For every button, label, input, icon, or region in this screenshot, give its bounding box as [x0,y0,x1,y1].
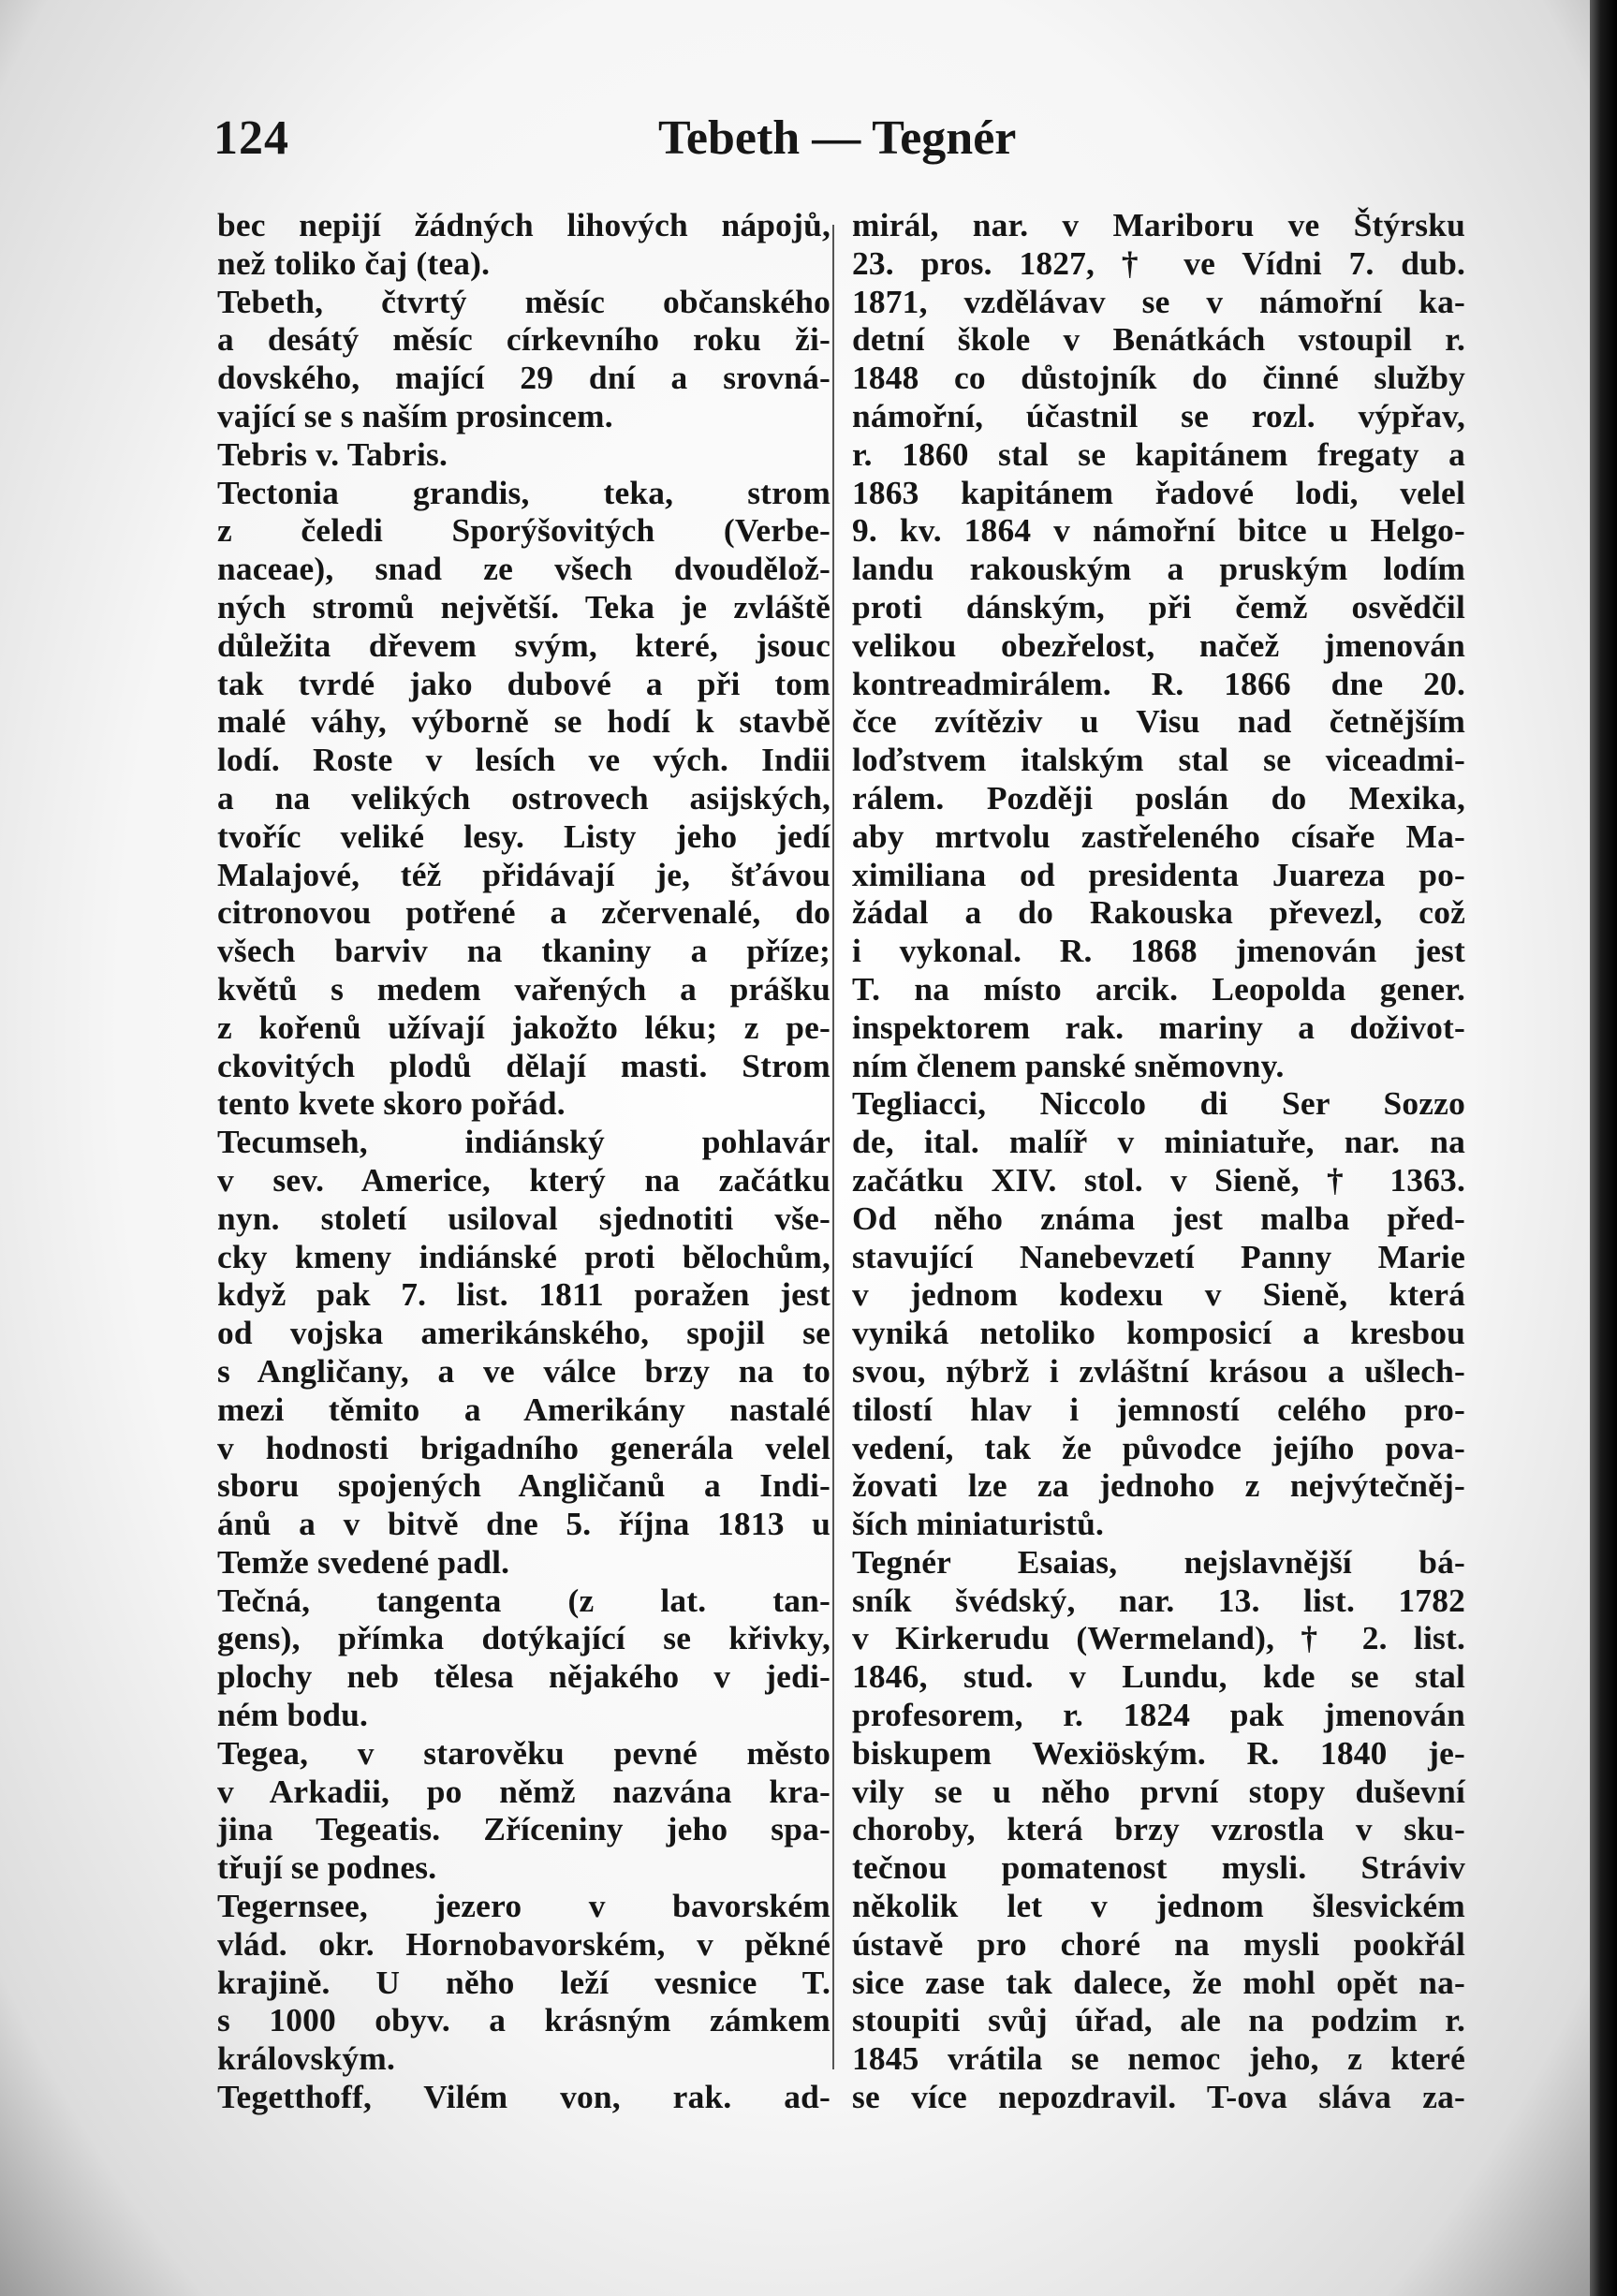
text-line: inspektorem rak. mariny a doživot- [852,1008,1465,1046]
text-line: tento kvete skoro pořád. [217,1084,566,1123]
text-line: než toliko čaj (tea). [217,243,491,282]
text-line: citronovou potřené a zčervenalé, do [217,893,831,932]
text-line: T. na místo arcik. Leopolda gener. [852,969,1465,1008]
text-line: vily se u něho první stopy duševní [852,1772,1465,1810]
text-line: když pak 7. list. 1811 poražen jest [217,1275,831,1314]
text-line: mezi těmito a Amerikány nastalé [217,1390,831,1428]
text-line: čce zvítěziv u Visu nad četnějším [852,702,1465,741]
text-line: ckovitých plodů dělají masti. Strom [217,1046,831,1084]
text-line: od vojska amerikánského, spojil se [217,1314,831,1352]
text-line: nyn. století usiloval sjednotiti vše- [217,1199,831,1237]
text-line: ných stromů největší. Teka je zvláště [217,587,831,626]
text-line: se více nepozdravil. T-ova sláva za- [852,2078,1465,2116]
text-line: r. 1860 stal se kapitánem fregaty a [852,434,1465,473]
text-line: s 1000 obyv. a krásným zámkem [217,2001,831,2039]
text-line: vedení, tak že původce jejího pova- [852,1428,1465,1466]
text-line: několik let v jednom šlesvickém [852,1887,1465,1925]
text-line: cky kmeny indiánské proti bělochům, [217,1237,831,1275]
text-line: sník švédský, nar. 13. list. 1782 [852,1581,1465,1619]
text-line: všech barviv na tkaniny a příze; [217,932,831,970]
entry-tegetthoff: Tegetthoff, Vilém von, rak. ad- [217,2078,831,2116]
text-line: sboru spojených Angličanů a Indi- [217,1466,831,1505]
text-line: lodí. Roste v lesích ve vých. Indii [217,741,831,779]
text-line: velikou obezřelost, načež jmenován [852,626,1465,664]
text-line: a desátý měsíc církevního roku ži- [217,320,831,359]
text-line: v Kirkerudu (Wermeland), † 2. list. [852,1619,1465,1657]
text-line: Malajové, též přidávají je, šťávou [217,855,831,893]
text-line: aby mrtvolu zastřeleného císaře Ma- [852,817,1465,855]
text-line: námořní, účastnil se rozl. výpřav, [852,396,1465,434]
text-line: biskupem Wexiöským. R. 1840 je- [852,1733,1465,1772]
header-title: Tebeth — Tegnér [658,111,1017,165]
text-line: královským. [217,2039,395,2078]
entry-tegner: Tegnér Esaias, nejslavnější bá- [852,1542,1465,1581]
entry-tecumseh: Tecumseh, indiánský pohlavár [217,1123,831,1161]
text-line: vyniká netoliko komposicí a kresbou [852,1314,1465,1352]
entry-tegliacci: Tegliacci, Niccolo di Ser Sozzo [852,1084,1465,1123]
text-line: 9. kv. 1864 v námořní bitce u Helgo- [852,511,1465,550]
text-line: sice zase tak dalece, že mohl opět na- [852,1963,1465,2001]
running-head [213,110,1449,176]
column-divider [832,225,834,2069]
text-line: rálem. Později poslán do Mexika, [852,778,1465,817]
text-line: naceae), snad ze všech dvoudělož- [217,550,831,588]
left-column [217,206,831,2116]
text-line: gens), přímka dotýkající se křivky, [217,1619,831,1657]
text-line: 1871, vzdělávav se v námořní ka- [852,282,1465,320]
page-number: 124 [213,111,289,165]
text-line: stoupiti svůj úřad, ale na podzim r. [852,2001,1465,2039]
text-line: Od něho známa jest malba před- [852,1199,1465,1237]
text-line: proti dánským, při čemž osvědčil [852,587,1465,626]
text-line: ústavě pro choré na mysli pookřál [852,1924,1465,1963]
text-line: tvoříc veliké lesy. Listy jeho jedí [217,817,831,855]
text-line: bec nepijí žádných lihových nápojů, [217,206,831,243]
text-line: choroby, která brzy vzrostla v sku- [852,1810,1465,1848]
text-line: v sev. Americe, který na začátku [217,1160,831,1199]
text-line: dovského, mající 29 dní a srovná- [217,359,831,397]
text-line: krajině. U něho leží vesnice T. [217,1963,831,2001]
text-line: 23. pros. 1827, † ve Vídni 7. dub. [852,243,1465,282]
text-line: 1848 co důstojník do činné služby [852,359,1465,397]
text-line: 1863 kapitánem řadové lodi, velel [852,473,1465,511]
text-line: tečnou pomatenost mysli. Stráviv [852,1848,1465,1887]
text-line: květů s medem vařených a prášku [217,969,831,1008]
right-column [852,206,1465,2116]
text-line: žovati lze za jednoho z nejvýtečněj- [852,1466,1465,1505]
text-line: z čeledi Sporýšovitých (Verbe- [217,511,831,550]
entry-tectonia: Tectonia grandis, teka, strom [217,473,831,511]
text-line: ném bodu. [217,1696,369,1734]
text-line: ších miniaturistů. [852,1505,1105,1543]
text-line: Temže svedené padl. [217,1542,510,1581]
text-line: 1845 vrátila se nemoc jeho, z které [852,2039,1465,2078]
text-line: ánů a v bitvě dne 5. října 1813 u [217,1505,831,1543]
text-line: v Arkadii, po němž nazvána kra- [217,1772,831,1810]
text-line: svou, nýbrž i zvláštní krásou a ušlech- [852,1351,1465,1390]
text-line: plochy neb tělesa nějakého v jedi- [217,1657,831,1696]
text-line: stavující Nanebevzetí Panny Marie [852,1237,1465,1275]
text-line: mirál, nar. v Mariboru ve Štýrsku [852,206,1465,243]
entry-tecna: Tečná, tangenta (z lat. tan- [217,1581,831,1619]
text-line: i vykonal. R. 1868 jmenován jest [852,932,1465,970]
text-line: s Angličany, a ve válce brzy na to [217,1351,831,1390]
text-line: v hodnosti brigadního generála velel [217,1428,831,1466]
text-line: třují se podnes. [217,1848,437,1887]
entry-tegernsee: Tegernsee, jezero v bavorském [217,1887,831,1925]
text-line: důležita dřevem svým, které, jsouc [217,626,831,664]
text-line: jina Tegeatis. Zříceniny jeho spa- [217,1810,831,1848]
text-line: tilostí hlav i jemností celého pro- [852,1390,1465,1428]
text-line: landu rakouským a pruským lodím [852,550,1465,588]
text-line: malé váhy, výborně se hodí k stavbě [217,702,831,741]
text-line: profesorem, r. 1824 pak jmenován [852,1696,1465,1734]
text-line: a na velikých ostrovech asijských, [217,778,831,817]
text-line: vlád. okr. Hornobavorském, v pěkné [217,1924,831,1963]
text-line: ximiliana od presidenta Juareza po- [852,855,1465,893]
entry-tegea: Tegea, v starověku pevné město [217,1733,831,1772]
text-line: z kořenů užívají jakožto léku; z pe- [217,1008,831,1046]
text-line: de, ital. malíř v miniatuře, nar. na [852,1123,1465,1161]
entry-tebeth: Tebeth, čtvrtý měsíc občanského [217,282,831,320]
text-line: ním členem panské sněmovny. [852,1046,1285,1084]
text-line: detní škole v Benátkách vstoupil r. [852,320,1465,359]
entry-tebris: Tebris v. Tabris. [217,434,448,473]
text-line: tak tvrdé jako dubové a při tom [217,664,831,702]
text-line: vající se s naším prosincem. [217,396,613,434]
text-line: kontreadmirálem. R. 1866 dne 20. [852,664,1465,702]
text-line: začátku XIV. stol. v Sieně, † 1363. [852,1160,1465,1199]
text-line: žádal a do Rakouska převezl, což [852,893,1465,932]
text-line: 1846, stud. v Lundu, kde se stal [852,1657,1465,1696]
text-line: loďstvem italským stal se viceadmi- [852,741,1465,779]
scan-edge [1590,0,1617,2296]
text-line: v jednom kodexu v Sieně, která [852,1275,1465,1314]
